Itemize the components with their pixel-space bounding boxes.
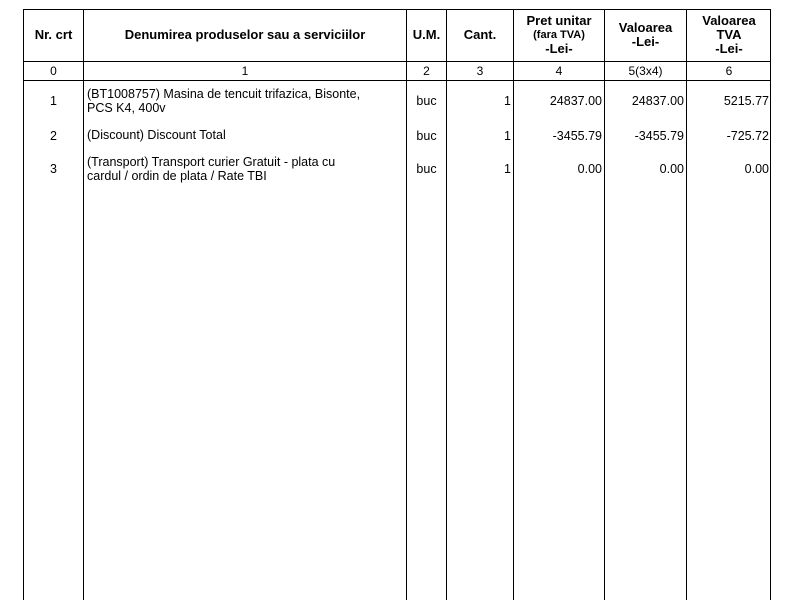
unit-of-measure: buc [416, 94, 437, 108]
line-value: 0.00 [659, 162, 684, 176]
header-quantity: Cant. [463, 27, 497, 42]
row-number: 1 [50, 94, 57, 108]
product-description: (Transport) Transport curier Gratuit - plata cu cardul / ordin de plata / Rate TBI [87, 155, 336, 183]
column-index: 6 [725, 64, 733, 78]
row-number: 3 [50, 162, 57, 176]
unit-of-measure: buc [416, 128, 437, 143]
column-index: 3 [476, 64, 484, 78]
unit-price: 0.00 [577, 162, 602, 176]
product-description: (BT1008757) Masina de tencuit trifazica, Bisonte, PCS K4, 400v [87, 87, 361, 115]
unit-of-measure: buc [416, 162, 437, 176]
column-index: 5(3x4) [628, 64, 663, 78]
header-unit: U.M. [412, 27, 441, 42]
unit-price: 24837.00 [549, 94, 602, 108]
vat-value: 5215.77 [723, 94, 769, 108]
line-value: 24837.00 [631, 94, 684, 108]
quantity: 1 [504, 128, 511, 143]
vat-value: -725.72 [726, 128, 769, 143]
quantity: 1 [504, 94, 511, 108]
header-unit-price: Pret unitar (fara TVA) -Lei- [526, 13, 592, 56]
header-vat-value: Valoarea TVA -Lei- [702, 13, 756, 56]
header-value: Valoarea -Lei- [618, 20, 673, 49]
column-index: 1 [241, 64, 249, 78]
index-row-divider [24, 80, 770, 81]
unit-price: -3455.79 [552, 128, 602, 143]
column-index: 4 [555, 64, 563, 78]
line-value: -3455.79 [634, 128, 684, 143]
quantity: 1 [504, 162, 511, 176]
row-number: 2 [50, 128, 57, 143]
product-description: (Discount) Discount Total [87, 128, 226, 142]
column-index: 0 [50, 64, 57, 78]
invoice-items-table [23, 9, 771, 600]
header-nr-crt: Nr. crt [34, 27, 73, 42]
vat-value: 0.00 [744, 162, 769, 176]
header-product-name: Denumirea produselor sau a serviciilor [124, 27, 366, 42]
column-index: 2 [423, 64, 430, 78]
